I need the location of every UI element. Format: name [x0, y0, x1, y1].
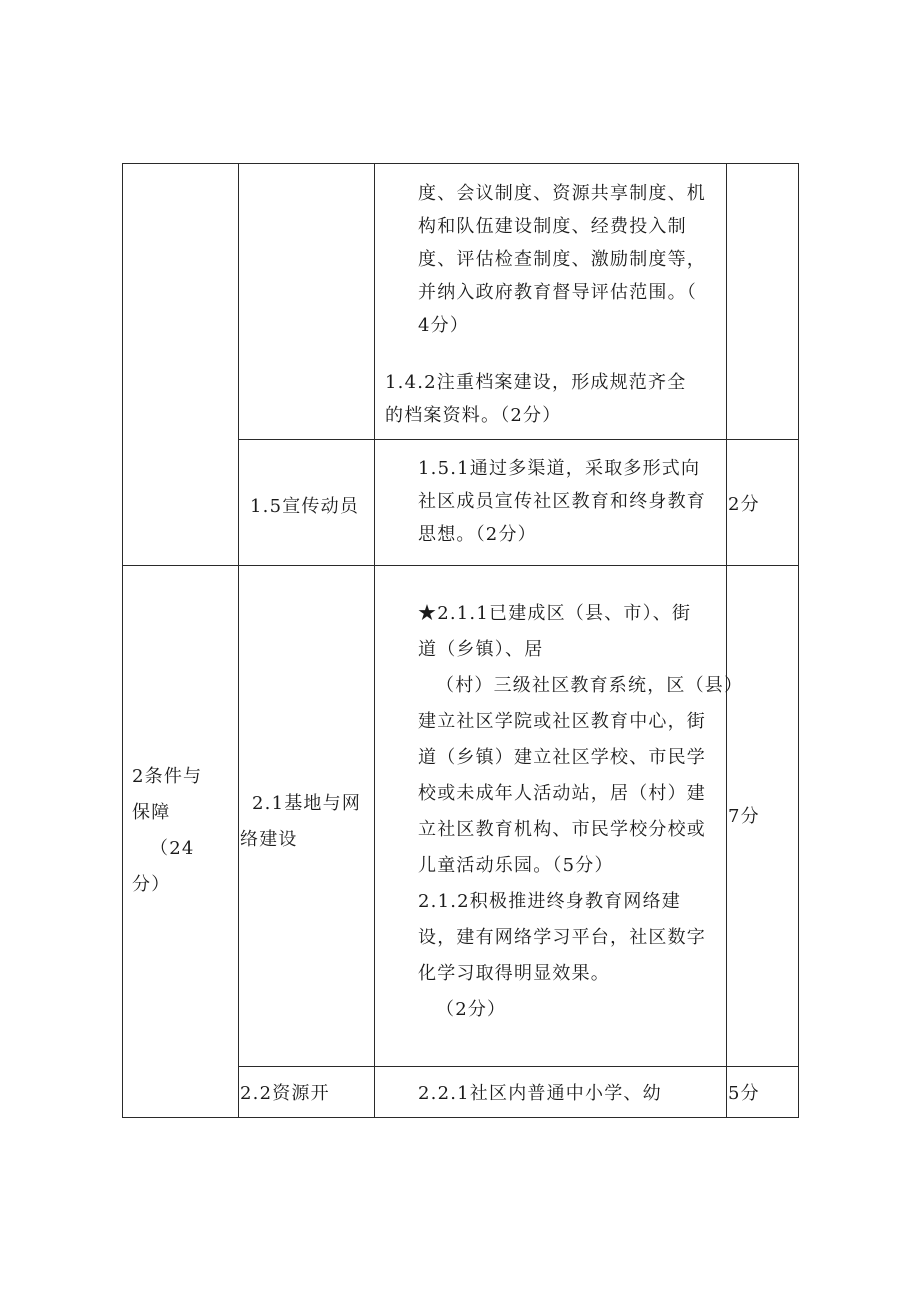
score-2-2: 5分 — [728, 1083, 760, 1104]
content-line: （2分） — [436, 999, 507, 1020]
content-line: （村）三级社区教育系统，区（县） — [436, 675, 744, 696]
row-2-2-content: 2.2.1社区内普通中小学、幼 — [418, 1083, 662, 1104]
subindicator-line: 络建设 — [240, 829, 298, 850]
table-divider-col2 — [374, 163, 375, 1118]
item-1-4-2 — [385, 366, 686, 432]
content-line: 构和队伍建设制度、经费投入制 — [418, 216, 687, 237]
content-line: ★2.1.1已建成区（县、市）、街 — [418, 603, 692, 624]
content-line: 立社区教育机构、市民学校分校或 — [418, 819, 706, 840]
section-divider-1-2 — [122, 565, 799, 566]
content-line: 校或未成年人活动站，居（村）建 — [418, 783, 706, 804]
content-line: 度、会议制度、资源共享制度、机 — [418, 183, 706, 204]
content-line: 设，建有网络学习平台，社区数字 — [418, 927, 706, 948]
score-1-5: 2分 — [728, 494, 760, 515]
table-border-bottom — [122, 1117, 799, 1118]
indicator-line: 分） — [132, 874, 171, 895]
subindicator-2-1 — [240, 786, 361, 858]
row-divider-1-4-1-5 — [238, 439, 799, 440]
content-line: 2.1.2积极推进终身教育网络建 — [418, 891, 681, 912]
subindicator-line: 2.1基地与网 — [252, 793, 362, 814]
content-line: 4分） — [418, 315, 470, 336]
row-divider-2-1-2-2 — [238, 1066, 799, 1067]
table-border-left — [122, 163, 123, 1118]
content-line: 1.5.1通过多渠道，采取多形式向 — [418, 458, 701, 479]
content-line: 并纳入政府教育督导评估范围。（ — [418, 282, 697, 303]
row-2-1-content — [418, 596, 743, 1028]
row1-content — [418, 177, 706, 342]
content-line: 社区成员宣传社区教育和终身教育 — [418, 491, 706, 512]
indicator-line: 保障 — [132, 802, 171, 823]
table-divider-col1 — [238, 163, 239, 1118]
content-line: 建立社区学院或社区教育中心，街 — [418, 711, 706, 732]
indicator-line: （24 — [150, 838, 195, 859]
content-line: 化学习取得明显效果。 — [418, 963, 610, 984]
content-line: 的档案资料。（2分） — [385, 405, 562, 426]
score-2-1: 7分 — [728, 806, 760, 827]
indicator-2 — [132, 759, 202, 903]
row-1-5-content — [418, 452, 706, 551]
indicator-line: 2条件与 — [132, 766, 203, 787]
content-line: 道（乡镇）、居 — [418, 639, 544, 660]
table-border-top — [122, 163, 799, 164]
content-line: 1.4.2注重档案建设，形成规范齐全 — [385, 372, 687, 393]
subindicator-2-2: 2.2资源开 — [240, 1083, 330, 1104]
content-line: 思想。（2分） — [418, 524, 537, 545]
subindicator-1-5: 1.5宣传动员 — [250, 496, 360, 517]
content-line: 道（乡镇）建立社区学校、市民学 — [418, 747, 706, 768]
content-line: 度、评估检查制度、激励制度等， — [418, 249, 706, 270]
table-border-right — [798, 163, 799, 1118]
content-line: 儿童活动乐园。（5分） — [418, 855, 614, 876]
